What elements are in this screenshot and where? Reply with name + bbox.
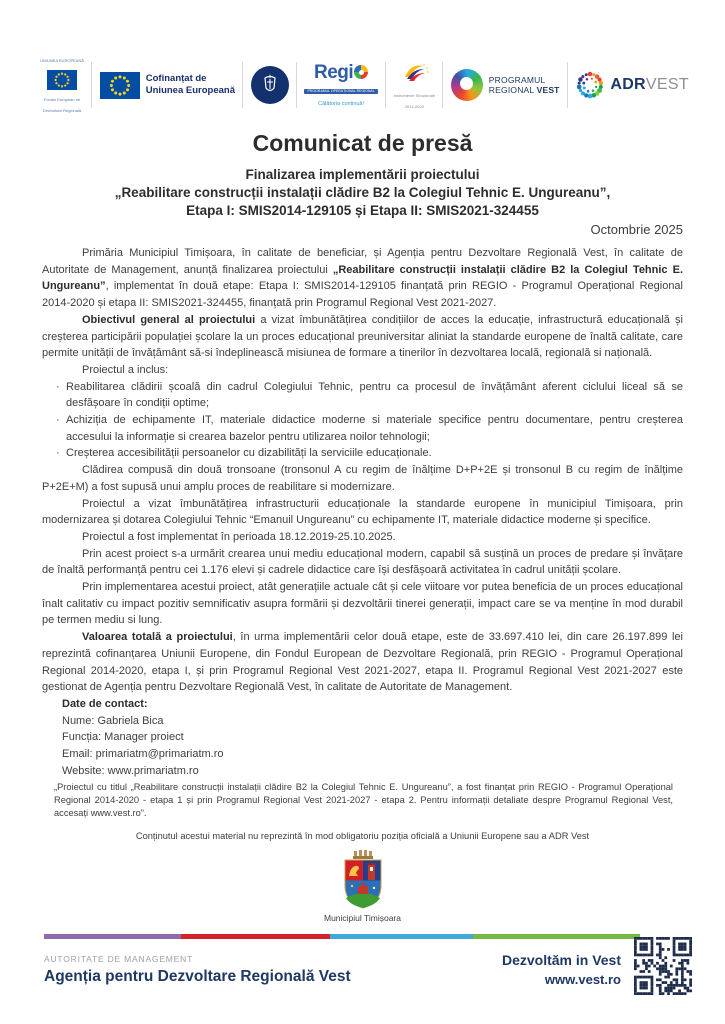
p2-bold: Obiectivul general al proiectului xyxy=(82,313,256,326)
city-crest-block xyxy=(0,850,725,923)
disclaimer: Conținutul acestui material nu reprezintă în mod obligatoriu poziția oficială a Uniunii Europene sau a ADR Vest xyxy=(135,831,590,841)
list-item: · Achiziția de echipamente IT, materiale didactice moderne si materiale specifice pentru documentare, pentru creșterea accesului la informație si crearea bazelor pentru utilizarea noilor tehnologii; xyxy=(56,412,683,445)
headline-line1: Finalizarea implementării proiectului xyxy=(245,167,480,182)
contact-name: Nume: Gabriela Bica xyxy=(62,714,164,727)
paragraph-building: Clădirea compusă din două tronsoane (tronsonul A cu regim de înălțime D+P+2E și tronsonul B cu regim de înălțime P+2E+M) a fost supusă unui amplu proces de reabilitare si modernizare. xyxy=(42,464,683,493)
paragraph-objective xyxy=(42,312,683,362)
p2-post: a vizat îmbunătățirea condițiilor de acces la educație, infrastructură educațională și creșterea participării populației școlare la un proces educațional preuniversitar aliniat la standarde europene de înaltă calitate, care permite unității de învățământ să-si îndeplinească misiunea de formare a tinerilor în dezvoltarea locală, regională si națională. xyxy=(42,313,683,360)
government-emblem-icon xyxy=(251,66,289,104)
footer-color-bar xyxy=(44,934,640,939)
crest-caption: Municipiul Timișoara xyxy=(324,913,401,923)
document-title: Comunicat de presă xyxy=(252,130,473,156)
p9-post: , în urma implementării celor două etape, este de 33.697.410 lei, din care 26.197.899 lei reprezintă cofinanțarea Uniunii Europene, din Fondul European de Dezvoltare Regională, prin REGIO - Programul Operațional Regional 2014-2020, etapa I, și prin Programul Regional Vest 2021-2027, etapa II. Programul Regional Vest 2021-2027 este gestionat de Agenția pentru Dezvoltare Regională Vest, în calitate de Autoritate de Management. xyxy=(42,631,683,694)
logo-divider xyxy=(296,62,297,108)
paragraph-intro xyxy=(42,245,683,312)
prv-swirl-icon xyxy=(451,69,483,101)
logo-divider xyxy=(442,62,443,108)
headline-line2: „Reabilitare construcții instalații clădire B2 la Colegiul Tehnic E. Ungureanu”, xyxy=(114,185,611,200)
eu-flag-icon xyxy=(100,72,140,99)
prv-line2-normal: REGIONAL xyxy=(488,85,537,95)
footer-right-block xyxy=(502,952,621,987)
logo-strip xyxy=(40,54,689,116)
eu-cofinantat-line1: Cofinanțat de xyxy=(145,73,207,84)
adr-dotted-circle-icon xyxy=(575,70,605,100)
paragraph-value xyxy=(42,629,683,696)
headline-block xyxy=(40,166,685,220)
footnote: „Proiectul cu titlul „Reabilitare construcții instalații clădire B2 la Colegiul Tehnic E. Ungureanu”, a fost finanțat prin REGIO - Programul Operațional Regional 2014-2020 - etapa 1 și prin Programul Regional Vest 2021-2027 - etapa 2. Pentru informații detaliate despre Programul Regional Vest, accesați www.vest.ro”. xyxy=(54,782,673,818)
eu-erdf-logo xyxy=(40,58,84,113)
list-item: · Creșterea accesibilității persoanelor cu dizabilități la serviciile educaționale. xyxy=(56,445,683,462)
eu-flag-icon xyxy=(47,70,77,90)
paragraph-period: Proiectul a fost implementat în perioada 18.12.2019-25.10.2025. xyxy=(82,530,396,543)
paragraph-modernization: Proiectul a vizat îmbunătățirea infrastructurii educaționale la standarde europene în municipiul Timișoara, prin modernizarea și dotarea Colegiului Tehnic “Emanuil Ungureanu” cu echipamente IT, materiale didactice moderne și specifice. xyxy=(42,497,683,527)
bar-segment-blue xyxy=(330,934,473,939)
logo-divider xyxy=(91,62,92,108)
p1-bold-project-title: „Reabilitare construcții instalații clădire B2 la Colegiul Tehnic E. Ungureanu” xyxy=(42,263,683,293)
contact-email: Email: primariatm@primariatm.ro xyxy=(62,748,224,761)
bar-segment-purple xyxy=(44,934,181,939)
regio-tagline: Călătoria continuă! xyxy=(318,101,365,108)
contact-website: Website: www.primariatm.ro xyxy=(62,764,199,777)
eu-erdf-top-text: UNIUNEA EUROPEANĂ xyxy=(40,57,85,63)
paragraph-impact: Prin implementarea acestui proiect, atât generațiile actuale cât și cele viitoare vor putea beneficia de un proces educațional înalt calitativ cu impact pozitiv semnificativ asupra formării și dezvoltării tinerei generații, impact care se va menține în mod durabil pe termen mediu si lung. xyxy=(42,581,683,627)
eu-erdf-bottom-text-2: Dezvoltare Regională xyxy=(42,107,82,113)
contact-block xyxy=(62,696,683,779)
regio-pinwheel-icon xyxy=(354,65,368,79)
adr-bold-text: ADR xyxy=(610,76,646,93)
eu-cofinantat-line2: Uniunea Europeană xyxy=(145,85,235,96)
included-list xyxy=(56,379,683,463)
prv-line2-bold: VEST xyxy=(536,85,560,95)
footer-agency-name: Agenția pentru Dezvoltare Regională Vest xyxy=(44,968,351,985)
eu-erdf-bottom-text-1: Fondul European de xyxy=(43,96,81,102)
bar-segment-green xyxy=(473,934,640,939)
document-date: Octombrie 2025 xyxy=(590,222,683,237)
eu-cofinantat-logo xyxy=(100,72,235,99)
contact-heading: Date de contact: xyxy=(62,697,148,710)
regio-wordmark: Regi xyxy=(314,61,354,83)
p1-post: , implementat în două etape: Etapa I: SMIS2014-129105 finanțată prin REGIO - Programul Operațional Regional 2014-2020 și etapa II: SMIS2021-324455, finanțată prin Programul Regional Vest 2021-2027. xyxy=(42,280,683,310)
paragraph-included: Proiectul a inclus: xyxy=(82,363,169,376)
regio-program-band: PROGRAMUL OPERAȚIONAL REGIONAL xyxy=(304,89,377,94)
footer-website: www.vest.ro xyxy=(544,972,621,987)
logo-divider xyxy=(567,62,568,108)
headline-line3: Etapa I: SMIS2014-129105 și Etapa II: SMIS2021-324455 xyxy=(186,203,539,218)
footer-slogan: Dezvoltăm in Vest xyxy=(501,952,621,968)
footer-authority-label: AUTORITATE DE MANAGEMENT xyxy=(44,954,194,964)
list-item: · Reabilitarea clădirii școală din cadrul Colegiului Tehnic, pentru ca procesul de învățământ aferent ciclului liceal să se desfășoare în condiții optime; xyxy=(56,379,683,412)
instrumente-caption-2: 2014-2020 xyxy=(404,104,424,109)
bar-segment-red xyxy=(181,934,330,939)
regio-logo xyxy=(304,63,377,108)
adr-vest-logo xyxy=(575,70,689,100)
instrumente-structurale-logo xyxy=(393,61,435,109)
p9-bold: Valoarea totală a proiectului xyxy=(82,631,233,644)
romanian-government-logo xyxy=(251,66,289,104)
logo-divider xyxy=(242,62,243,108)
qr-code xyxy=(634,937,692,995)
contact-role: Funcția: Manager proiect xyxy=(62,731,184,744)
footer-left-block xyxy=(44,954,351,986)
prv-line1: PROGRAMUL xyxy=(488,75,546,85)
p1-pre: Primăria Municipiul Timișoara, în calitate de beneficiar, și Agenția pentru Dezvoltare Regională Vest, în calitate de Autoritate de Management, anunță finalizarea proiectului xyxy=(42,247,683,276)
adr-light-text: VEST xyxy=(645,76,689,93)
instrumente-caption-1: Instrumente Structurale xyxy=(393,93,436,98)
logo-divider xyxy=(385,62,386,108)
body-text xyxy=(42,245,683,779)
instrumente-structurale-icon xyxy=(397,61,431,87)
paragraph-students: Prin acest proiect s-a urmărit crearea unui mediu educațional modern, capabil să susțină un proces de predare și învățare de înaltă performanță pentru cei 1.176 elevi și cadrele didactice care își desfășoară activitatea în cadrul unității școlare. xyxy=(42,547,683,577)
programul-regional-vest-logo xyxy=(451,69,560,101)
timisoara-coat-of-arms-icon xyxy=(340,850,386,910)
